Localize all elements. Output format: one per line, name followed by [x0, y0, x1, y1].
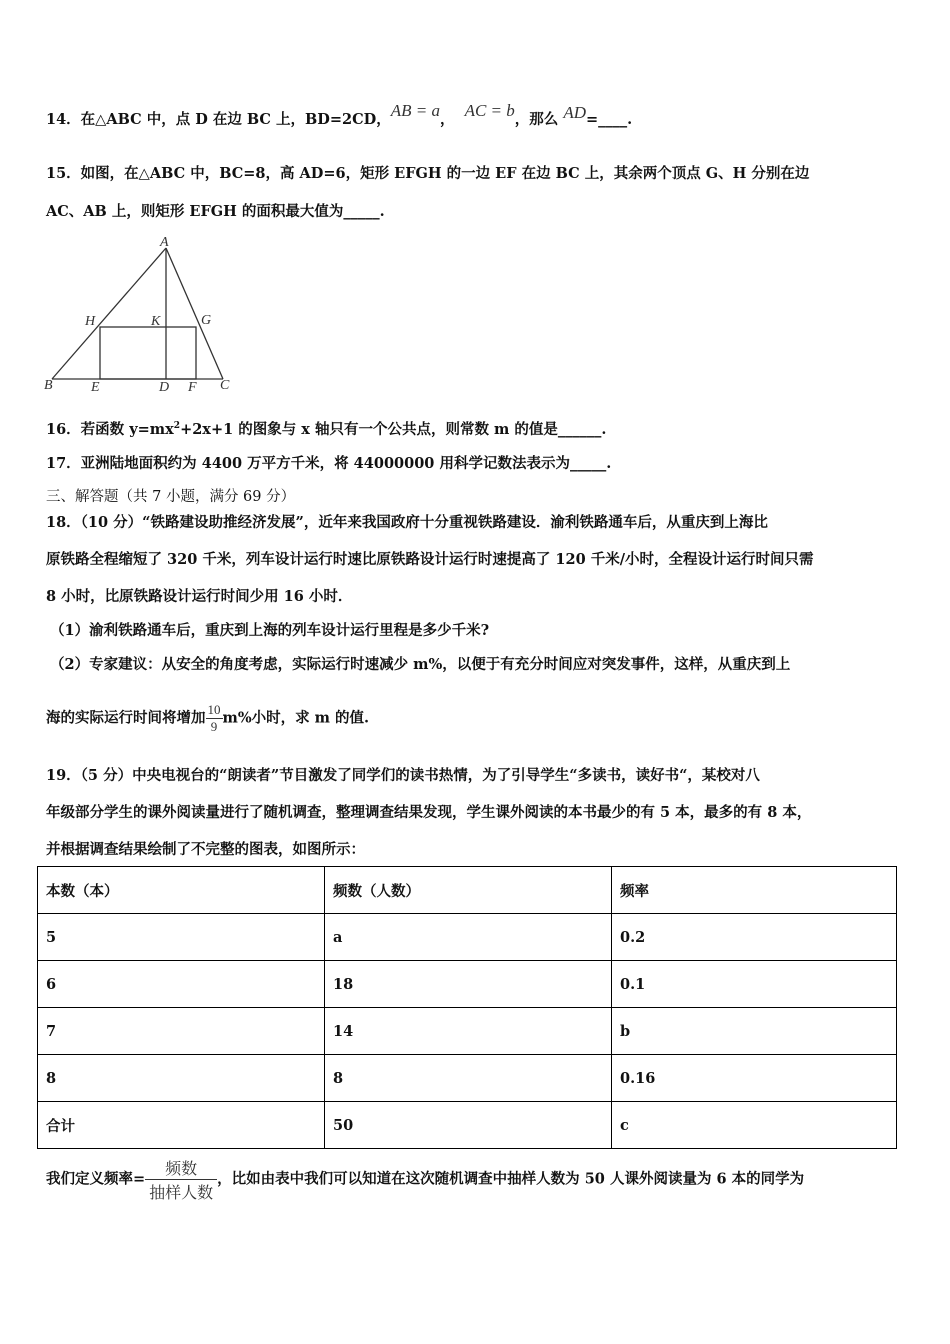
table-row — [38, 1055, 897, 1102]
question-16 — [46, 418, 606, 439]
q14-vector-ac: AC = b — [464, 101, 515, 120]
label-e: E — [91, 380, 100, 395]
question-19-line-2: 年级部分学生的课外阅读量进行了随机调查，整理调查结果发现，学生课外阅读的本书最少的有 5 本，最多的有 8 本， — [46, 804, 812, 821]
header-cell-count: 频数（人数） — [325, 867, 612, 914]
table-row — [38, 961, 897, 1008]
question-17: 17．亚洲陆地面积约为 4400 万平方千米，将 44000000 用科学记数法表示为_____. — [46, 455, 612, 472]
table-cell: 7 — [38, 1008, 325, 1055]
table-cell: 6 — [38, 961, 325, 1008]
definition-suffix: ，比如由表中我们可以知道在这次随机调查中抽样人数为 50 人课外阅读量为 6 本的同学为 — [217, 1170, 805, 1188]
q18-sub2b-prefix: 海的实际运行时间将增加 — [46, 709, 206, 727]
fraction-numerator: 10 — [207, 702, 221, 717]
table-header-row — [38, 867, 897, 914]
side-ab — [52, 248, 166, 379]
q18-sub2b-suffix: m%小时，求 m 的值. — [222, 709, 370, 727]
table-cell: 0.16 — [612, 1055, 897, 1102]
fraction-10-9 — [206, 702, 223, 735]
frequency-table — [37, 866, 897, 1149]
header-cell-frequency: 频率 — [612, 867, 897, 914]
question-15-line-2: AC、AB 上，则矩形 EFGH 的面积最大值为_____. — [46, 203, 385, 220]
question-18-line-1: 18．（10 分）“铁路建设助推经济发展”，近年来我国政府十分重视铁路建设．渝利铁路通车后，从重庆到上海比 — [46, 514, 768, 531]
question-18-line-2: 原铁路全程缩短了 320 千米，列车设计运行时速比原铁路设计运行时速提高了 120 千米/小时，全程设计运行时间只需 — [46, 551, 814, 568]
q14-mid: ，那么 — [514, 111, 559, 128]
table-cell: 50 — [325, 1102, 612, 1149]
table-cell: 合计 — [38, 1102, 325, 1149]
q16-part-a: 16．若函数 y=mx — [46, 421, 174, 438]
q14-vector-ad: AD — [563, 103, 587, 122]
table-cell: b — [612, 1008, 897, 1055]
table-cell: 5 — [38, 914, 325, 961]
label-f: F — [188, 380, 197, 395]
table-cell: c — [612, 1102, 897, 1149]
table-row — [38, 914, 897, 961]
table-row — [38, 1008, 897, 1055]
triangle-figure — [40, 236, 240, 396]
label-h: H — [85, 314, 96, 329]
table-cell: 8 — [325, 1055, 612, 1102]
q16-part-b: +2x+1 的图象与 x 轴只有一个公共点，则常数 m 的值是______. — [180, 421, 607, 438]
table-cell: 0.1 — [612, 961, 897, 1008]
fraction-numerator: 频数 — [145, 1156, 217, 1180]
question-18-sub-2b — [46, 702, 369, 735]
header-cell-books: 本数（本） — [38, 867, 325, 914]
fraction-denominator: 9 — [210, 719, 218, 734]
fraction-denominator: 抽样人数 — [149, 1183, 214, 1202]
table-cell: 0.2 — [612, 914, 897, 961]
table-row — [38, 1102, 897, 1149]
section-3-header: 三、解答题（共 7 小题，满分 69 分） — [46, 489, 296, 505]
question-18-line-3: 8 小时，比原铁路设计运行时间少用 16 小时． — [46, 588, 353, 605]
label-d: D — [159, 380, 170, 395]
question-19-line-1: 19．（5 分）中央电视台的“朗读者”节目激发了同学们的读书热情，为了引导学生“多读书，读好书“，某校对八 — [46, 767, 760, 784]
label-c: C — [220, 378, 230, 393]
q14-vector-ab: AB = a — [390, 101, 440, 120]
label-g: G — [201, 313, 212, 328]
question-19-line-3: 并根据调查结果绘制了不完整的图表，如图所示： — [46, 841, 365, 858]
q14-sep: ， — [439, 111, 455, 128]
label-k: K — [151, 314, 161, 329]
question-14 — [46, 101, 633, 129]
rectangle-efgh — [100, 327, 196, 379]
q14-prefix: 14．在△ABC 中，点 D 在边 BC 上，BD=2CD， — [46, 111, 391, 128]
side-ac — [166, 248, 223, 379]
definition-prefix: 我们定义频率= — [46, 1170, 146, 1188]
label-b: B — [44, 378, 53, 393]
table-cell: a — [325, 914, 612, 961]
question-15-line-1: 15．如图，在△ABC 中，BC=8，高 AD=6，矩形 EFGH 的一边 EF 在边 BC 上，其余两个顶点 G、H 分别在边 — [46, 165, 810, 182]
label-a: A — [160, 236, 169, 250]
q16-exponent: 2 — [173, 421, 181, 432]
table-cell: 14 — [325, 1008, 612, 1055]
table-cell: 8 — [38, 1055, 325, 1102]
frequency-definition — [46, 1156, 804, 1203]
frequency-fraction — [145, 1156, 217, 1203]
question-18-sub-1: （1）渝利铁路通车后，重庆到上海的列车设计运行里程是多少千米? — [50, 622, 490, 639]
table-cell: 18 — [325, 961, 612, 1008]
question-18-sub-2: （2）专家建议：从安全的角度考虑，实际运行时速减少 m%，以便于有充分时间应对突发事件，这样，从重庆到上 — [50, 656, 791, 673]
q14-suffix: =____. — [586, 111, 633, 128]
